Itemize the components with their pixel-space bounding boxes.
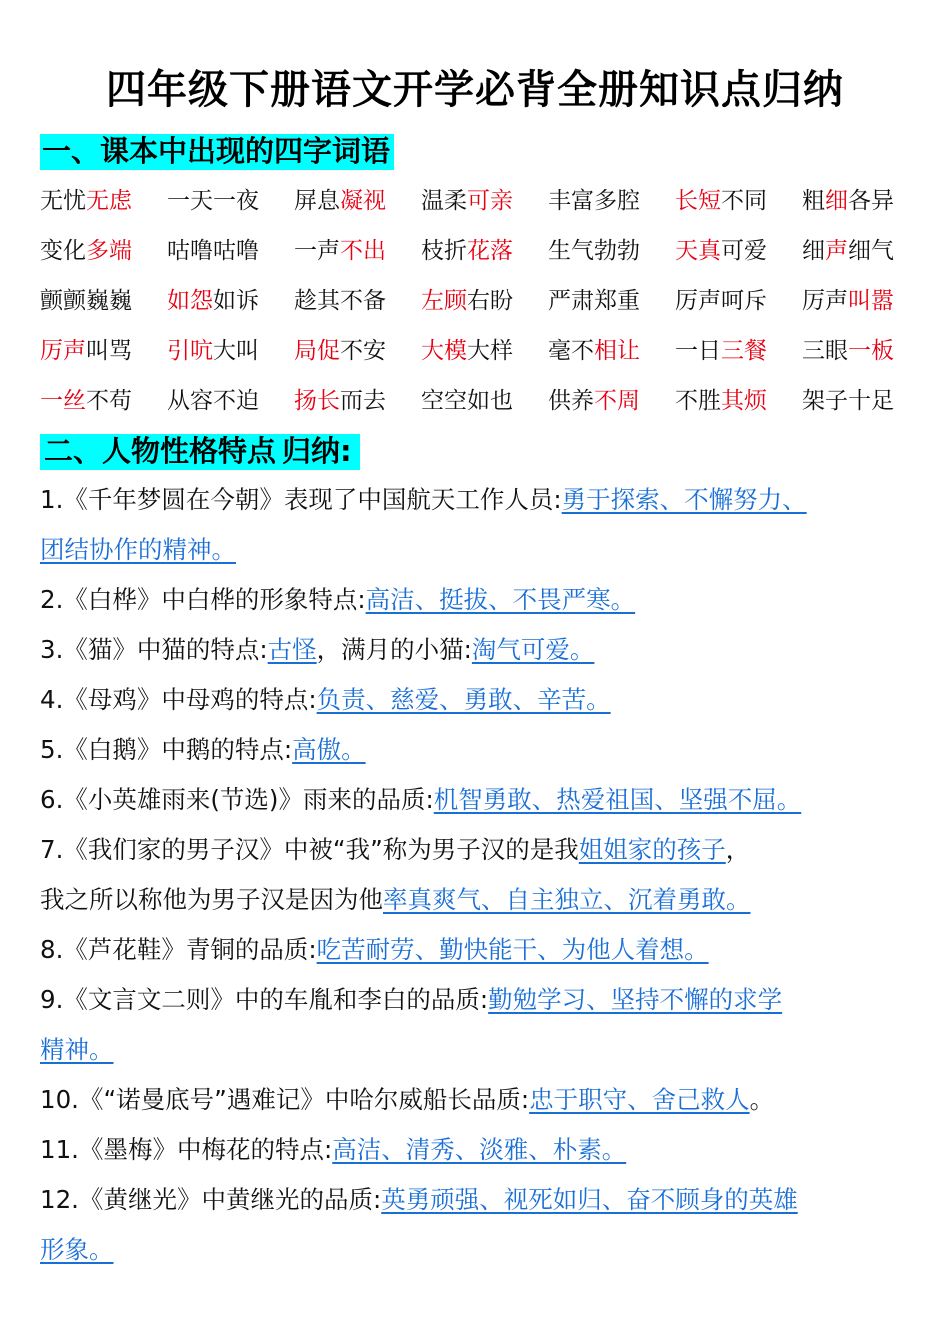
vocab-word [675, 378, 767, 428]
vocab-emphasis: 厉声 [40, 338, 86, 364]
vocab-text: 屏息 [294, 188, 340, 214]
vocab-text: 严肃郑重 [548, 288, 640, 314]
vocab-word [294, 378, 386, 428]
question-text: 1.《千年梦圆在今朝》表现了中国航天工作人员: [40, 485, 562, 514]
vocab-emphasis: 扬长 [294, 388, 340, 414]
vocab-text: 枝折 [421, 238, 467, 264]
vocab-emphasis: 如怨 [167, 288, 213, 314]
vocab-word [421, 328, 513, 378]
vocab-emphasis: 长短 [675, 188, 721, 214]
answer-text: 高傲。 [292, 735, 366, 764]
vocab-text: 变化 [40, 238, 86, 264]
vocab-row [40, 228, 920, 278]
vocab-text: 不苟 [86, 388, 132, 414]
trait-line [40, 926, 920, 976]
trait-line [40, 776, 920, 826]
question-text: 10.《“诺曼底号”遇难记》中哈尔威船长品质: [40, 1085, 530, 1114]
trait-line [40, 476, 920, 526]
vocab-word [675, 228, 767, 278]
vocab-emphasis: 凝视 [340, 188, 386, 214]
vocab-word [294, 178, 386, 228]
trait-line [40, 976, 920, 1026]
vocab-text: 一声 [294, 238, 340, 264]
vocab-word [167, 328, 259, 378]
vocab-word [675, 278, 767, 328]
trait-line [40, 1026, 920, 1076]
answer-text: 勤勉学习、坚持不懈的求学 [488, 985, 783, 1014]
vocab-text: 一天一夜 [167, 188, 259, 214]
vocab-emphasis: 细 [825, 188, 848, 214]
character-traits-list [40, 476, 920, 1276]
answer-text: 形象。 [40, 1235, 114, 1264]
vocab-word [675, 178, 767, 228]
vocab-text: 而去 [340, 388, 386, 414]
question-text: 8.《芦花鞋》青铜的品质: [40, 935, 317, 964]
answer-text: 团结协作的精神。 [40, 535, 236, 564]
vocab-emphasis: 一板 [848, 338, 894, 364]
vocab-word [675, 328, 767, 378]
vocab-word [421, 178, 513, 228]
vocab-text: 从容不迫 [167, 388, 259, 414]
vocab-row [40, 378, 920, 428]
section-heading-text [40, 434, 360, 470]
answer-text: 吃苦耐劳、勤快能干、为他人着想。 [316, 935, 709, 964]
question-text: 6.《小英雄雨来(节选)》雨来的品质: [40, 785, 434, 814]
question-text: 9.《文言文二则》中的车胤和李白的品质: [40, 985, 489, 1014]
vocab-text: 趁其不备 [294, 288, 386, 314]
section-heading-four-char-words [40, 128, 394, 174]
vocab-word [548, 228, 640, 278]
vocab-word [548, 328, 640, 378]
vocab-text: 厉声呵斥 [675, 288, 767, 314]
vocab-text: 空空如也 [421, 388, 513, 414]
vocab-text: 温柔 [421, 188, 467, 214]
vocab-row [40, 178, 920, 228]
vocab-row [40, 278, 920, 328]
vocab-word [421, 378, 513, 428]
trait-line [40, 1226, 920, 1276]
vocab-text: 毫不 [548, 338, 594, 364]
vocab-word [802, 328, 894, 378]
vocab-emphasis: 天真 [675, 238, 721, 264]
vocab-word [167, 178, 259, 228]
question-text: 12.《黄继光》中黄继光的品质: [40, 1185, 382, 1214]
answer-text: 姐姐家的孩子 [578, 835, 726, 864]
vocab-text: 可爱 [721, 238, 767, 264]
vocab-word [40, 178, 132, 228]
vocab-emphasis: 其烦 [721, 388, 767, 414]
vocab-emphasis: 大模 [421, 338, 467, 364]
vocab-text: 供养 [548, 388, 594, 414]
trait-line [40, 876, 920, 926]
trait-line [40, 1076, 920, 1126]
trait-line [40, 1176, 920, 1226]
answer-text: 古怪 [267, 635, 317, 664]
vocab-word [802, 228, 894, 278]
trait-line [40, 676, 920, 726]
question-text: 7.《我们家的男子汉》中被“我”称为男子汉的是我 [40, 835, 579, 864]
trait-line [40, 826, 920, 876]
answer-text: 淘气可爱。 [471, 635, 595, 664]
vocab-text: 细气 [848, 238, 894, 264]
question-text: 5.《白鹅》中鹅的特点: [40, 735, 293, 764]
trait-line [40, 726, 920, 776]
answer-text: 高洁、挺拔、不畏严寒。 [365, 585, 636, 614]
vocab-text: 厉声 [802, 288, 848, 314]
vocab-word [421, 228, 513, 278]
vocab-word [294, 328, 386, 378]
vocab-text: 细 [802, 238, 825, 264]
vocab-word [421, 278, 513, 328]
trait-line [40, 626, 920, 676]
vocab-emphasis: 相让 [594, 338, 640, 364]
vocab-text: 大样 [467, 338, 513, 364]
vocab-emphasis: 左顾 [421, 288, 467, 314]
trait-line [40, 526, 920, 576]
answer-text: 高洁、清秀、淡雅、朴素。 [332, 1135, 627, 1164]
vocab-emphasis: 一丝 [40, 388, 86, 414]
question-text: 。 [749, 1085, 775, 1114]
vocab-text: 不胜 [675, 388, 721, 414]
answer-text: 率真爽气、自主独立、沉着勇敢。 [383, 885, 751, 914]
vocab-word [294, 228, 386, 278]
vocab-word [40, 328, 132, 378]
vocab-emphasis: 不周 [594, 388, 640, 414]
vocab-text: 叫骂 [86, 338, 132, 364]
vocab-emphasis: 三餐 [721, 338, 767, 364]
vocab-word [40, 228, 132, 278]
vocab-word [802, 178, 894, 228]
trait-line [40, 1126, 920, 1176]
vocab-text: 一日 [675, 338, 721, 364]
vocab-text: 粗 [802, 188, 825, 214]
vocab-text: 如诉 [213, 288, 259, 314]
question-text: 3.《猫》中猫的特点: [40, 635, 268, 664]
vocab-text: 右盼 [467, 288, 513, 314]
vocab-emphasis: 多端 [86, 238, 132, 264]
question-text: 11.《墨梅》中梅花的特点: [40, 1135, 333, 1164]
four-char-word-grid [40, 178, 920, 428]
section-heading-text: 一、课本中出现的四字词语 [40, 134, 394, 170]
question-text: 我之所以称他为男子汉是因为他 [40, 885, 383, 914]
vocab-emphasis: 局促 [294, 338, 340, 364]
vocab-word [167, 228, 259, 278]
answer-text: 机智勇敢、热爱祖国、坚强不屈。 [433, 785, 802, 814]
vocab-word [548, 378, 640, 428]
vocab-word [548, 278, 640, 328]
answer-text: 负责、慈爱、勇敢、辛苦。 [316, 685, 611, 714]
vocab-text: 不安 [340, 338, 386, 364]
vocab-text: 不同 [721, 188, 767, 214]
vocab-emphasis: 可亲 [467, 188, 513, 214]
trait-line [40, 576, 920, 626]
vocab-emphasis: 叫嚣 [848, 288, 894, 314]
vocab-emphasis: 花落 [467, 238, 513, 264]
vocab-word [802, 378, 894, 428]
section-heading-suffix: 归纳: [280, 434, 356, 470]
vocab-text: 颤颤巍巍 [40, 288, 132, 314]
vocab-text: 丰富多腔 [548, 188, 640, 214]
vocab-emphasis: 不出 [340, 238, 386, 264]
vocab-word [294, 278, 386, 328]
page-title: 四年级下册语文开学必背全册知识点归纳 [106, 67, 844, 113]
vocab-text: 咕噜咕噜 [167, 238, 259, 264]
vocab-emphasis: 引吭 [167, 338, 213, 364]
vocab-row [40, 328, 920, 378]
section-heading-main: 二、人物性格特点 [42, 434, 280, 470]
vocab-word [40, 278, 132, 328]
vocab-word [802, 278, 894, 328]
question-text: ， [725, 835, 751, 864]
question-text: ，满月的小猫: [316, 635, 472, 664]
answer-text: 勇于探索、不懈努力、 [561, 485, 807, 514]
question-text: 2.《白桦》中白桦的形象特点: [40, 585, 366, 614]
answer-text: 忠于职守、舍己救人 [529, 1085, 750, 1114]
vocab-emphasis: 声 [825, 238, 848, 264]
vocab-emphasis: 无虑 [86, 188, 132, 214]
vocab-word [40, 378, 132, 428]
vocab-text: 各异 [848, 188, 894, 214]
vocab-word [167, 378, 259, 428]
question-text: 4.《母鸡》中母鸡的特点: [40, 685, 317, 714]
section-heading-character-traits [40, 428, 360, 474]
vocab-word [167, 278, 259, 328]
answer-text: 精神。 [40, 1035, 114, 1064]
vocab-word [548, 178, 640, 228]
vocab-text: 无忧 [40, 188, 86, 214]
vocab-text: 架子十足 [802, 388, 894, 414]
answer-text: 英勇顽强、视死如归、奋不顾身的英雄 [381, 1185, 798, 1214]
vocab-text: 三眼 [802, 338, 848, 364]
vocab-text: 大叫 [213, 338, 259, 364]
vocab-text: 生气勃勃 [548, 238, 640, 264]
